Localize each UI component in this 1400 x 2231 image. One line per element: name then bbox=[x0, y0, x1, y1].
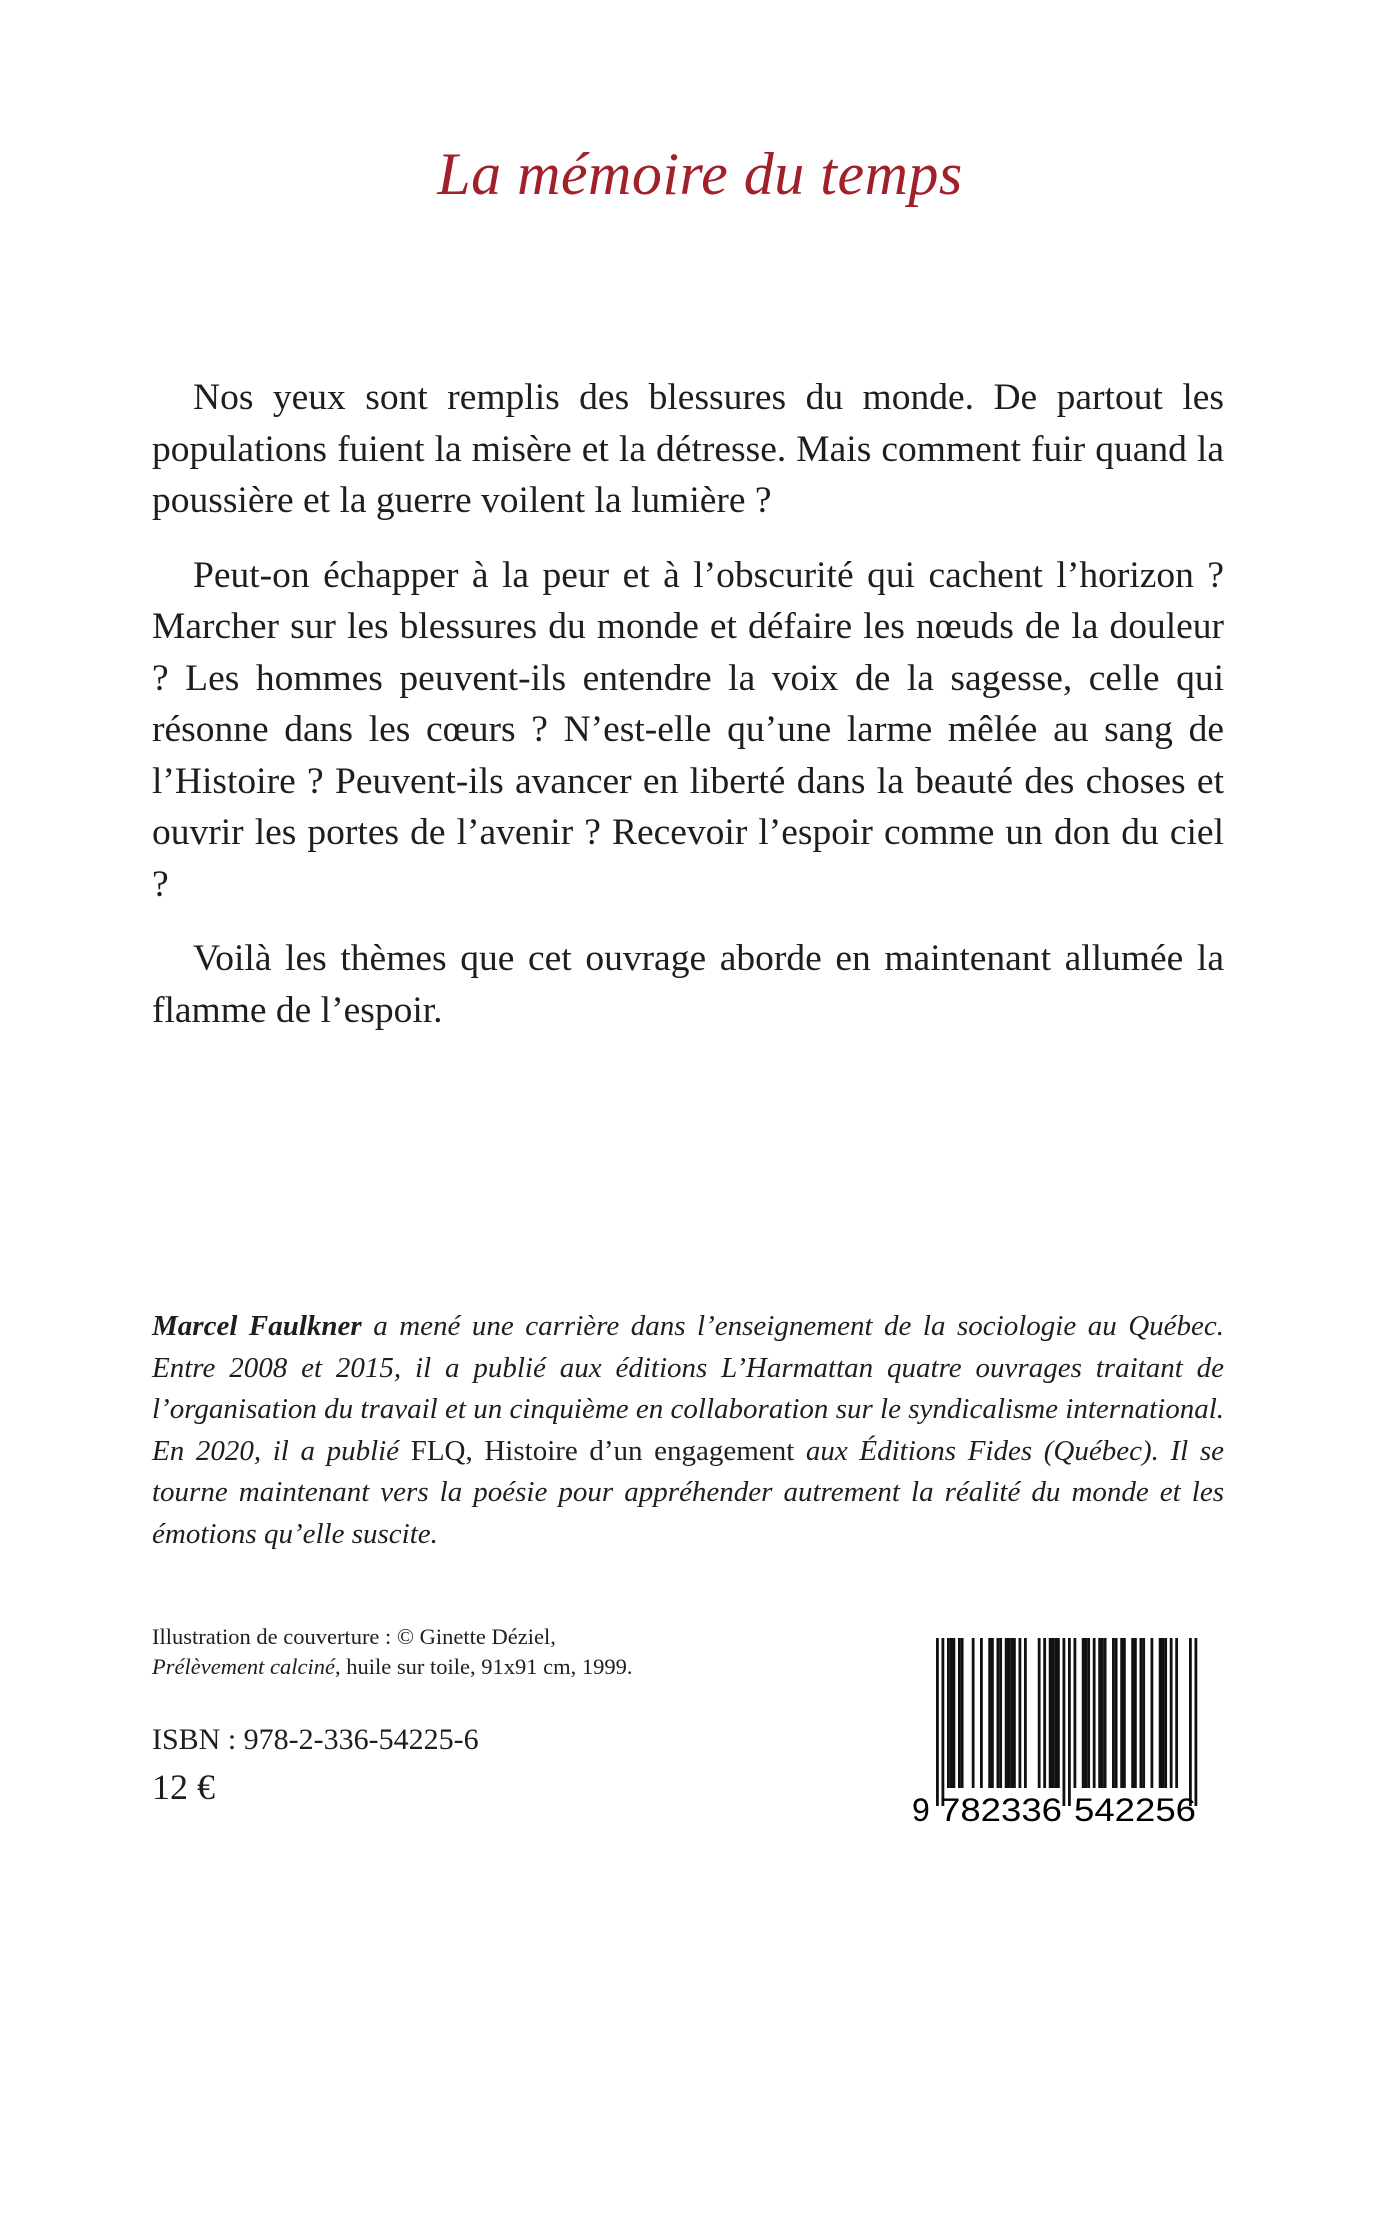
author-name: Marcel Faulkner bbox=[152, 1310, 362, 1342]
barcode-bars bbox=[936, 1638, 1197, 1806]
barcode-bar bbox=[1087, 1638, 1090, 1788]
barcode-bar bbox=[1057, 1638, 1060, 1788]
bio-text-2: aux Éditions Fides (Québec). Il se tourne maintenant vers la poésie pour appréhender autrement la réalité du monde et les émotions qu’elle suscite. bbox=[152, 1434, 1224, 1550]
barcode-guard-bar bbox=[1195, 1638, 1198, 1806]
barcode-guard-bar bbox=[1068, 1638, 1071, 1806]
bio-text-1: a mené une carrière dans l’enseignement de la sociologie au Québec. Entre 2008 et 2015, il a publié aux éditions L’Harmattan quatre ouvrages traitant de l’organisation du travail et un cinquième en collaboration sur le syndicalisme international. En 2020, il a publié bbox=[152, 1310, 1225, 1467]
barcode-bar bbox=[1074, 1638, 1077, 1788]
barcode-bar bbox=[1112, 1638, 1115, 1788]
barcode-guard-bar bbox=[1063, 1638, 1066, 1806]
barcode-bar bbox=[953, 1638, 956, 1788]
barcode-bar bbox=[1085, 1638, 1088, 1788]
barcode-bar bbox=[1104, 1638, 1107, 1788]
blurb-paragraph-2: Peut-on échapper à la peur et à l’obscurité qui cachent l’horizon ? Marcher sur les blessures du monde et défaire les nœuds de la douleur ? Les hommes peuvent-ils entendre la voix de la sagesse, celle qui résonne dans les cœurs ? N’est-elle qu’une larme mêlée au sang de l’Histoire ? Peuvent-ils avancer en liberté dans la beauté des choses et ouvrir les portes de l’avenir ? Recevoir l’espoir comme un don du ciel ? bbox=[152, 554, 1224, 905]
barcode-bar bbox=[1043, 1638, 1046, 1788]
barcode-bar bbox=[988, 1638, 991, 1788]
barcode bbox=[910, 1638, 1210, 1828]
barcode-bar bbox=[1010, 1638, 1013, 1788]
barcode-bar bbox=[1162, 1638, 1165, 1788]
barcode-bar bbox=[1024, 1638, 1027, 1788]
barcode-bar bbox=[1049, 1638, 1052, 1788]
barcode-bar bbox=[1131, 1638, 1134, 1788]
barcode-left-group: 782336 bbox=[940, 1792, 1062, 1828]
artwork-title: Prélèvement calciné bbox=[152, 1654, 336, 1679]
book-title: La mémoire du temps bbox=[437, 141, 963, 207]
credit-line-2 bbox=[152, 1652, 633, 1682]
barcode-bar bbox=[958, 1638, 961, 1788]
barcode-bar bbox=[1101, 1638, 1104, 1788]
barcode-bar bbox=[1175, 1638, 1178, 1788]
barcode-bar bbox=[1159, 1638, 1162, 1788]
blurb-paragraph-3: Voilà les thèmes que cet ouvrage aborde en maintenant allumée la flamme de l’espoir. bbox=[152, 938, 1224, 1031]
barcode-bar bbox=[1038, 1638, 1041, 1788]
barcode-bar bbox=[961, 1638, 964, 1788]
barcode-bar bbox=[950, 1638, 953, 1788]
barcode-bar bbox=[1120, 1638, 1123, 1788]
barcode-bar bbox=[999, 1638, 1002, 1788]
barcode-bar bbox=[1142, 1638, 1145, 1788]
barcode-bar bbox=[1082, 1638, 1085, 1788]
barcode-bar bbox=[1164, 1638, 1167, 1788]
barcode-bar bbox=[1005, 1638, 1008, 1788]
artwork-details: , huile sur toile, 91x91 cm, 1999. bbox=[335, 1654, 633, 1679]
barcode-bar bbox=[1052, 1638, 1055, 1788]
barcode-right-group: 542256 bbox=[1074, 1792, 1196, 1828]
barcode-guard-bar bbox=[942, 1638, 945, 1806]
back-cover-blurb bbox=[152, 372, 1224, 1059]
barcode-guard-bar bbox=[936, 1638, 939, 1806]
barcode-bar bbox=[1013, 1638, 1016, 1788]
credit-line-1: Illustration de couverture : © Ginette Déziel, bbox=[152, 1624, 556, 1649]
price: 12 € bbox=[152, 1767, 215, 1807]
barcode-lead-digit: 9 bbox=[912, 1792, 930, 1828]
blurb-paragraph-1: Nos yeux sont remplis des blessures du monde. De partout les populations fuient la misère et la détresse. Mais comment fuir quand la poussière et la guerre voilent la lumière ? bbox=[152, 377, 1224, 521]
barcode-bar bbox=[972, 1638, 975, 1788]
barcode-bar bbox=[1134, 1638, 1137, 1788]
barcode-bar bbox=[947, 1638, 950, 1788]
bio-book-title: FLQ, Histoire d’un engagement bbox=[410, 1434, 795, 1467]
barcode-bar bbox=[1151, 1638, 1154, 1788]
barcode-bar bbox=[1115, 1638, 1118, 1788]
cover-illustration-credit bbox=[152, 1622, 633, 1682]
barcode-bar bbox=[1008, 1638, 1011, 1788]
barcode-bar bbox=[1019, 1638, 1022, 1788]
barcode-bar bbox=[1098, 1638, 1101, 1788]
barcode-bar bbox=[1123, 1638, 1126, 1788]
barcode-bar bbox=[1170, 1638, 1173, 1788]
barcode-guard-bar bbox=[1189, 1638, 1192, 1806]
author-bio bbox=[152, 1306, 1224, 1555]
barcode-graphic bbox=[910, 1638, 1210, 1828]
barcode-bar bbox=[997, 1638, 1000, 1788]
isbn: ISBN : 978-2-336-54225-6 bbox=[152, 1723, 479, 1756]
barcode-bar bbox=[1054, 1638, 1057, 1788]
barcode-bar bbox=[1093, 1638, 1096, 1788]
barcode-bar bbox=[1140, 1638, 1143, 1788]
barcode-bar bbox=[991, 1638, 994, 1788]
barcode-bar bbox=[980, 1638, 983, 1788]
